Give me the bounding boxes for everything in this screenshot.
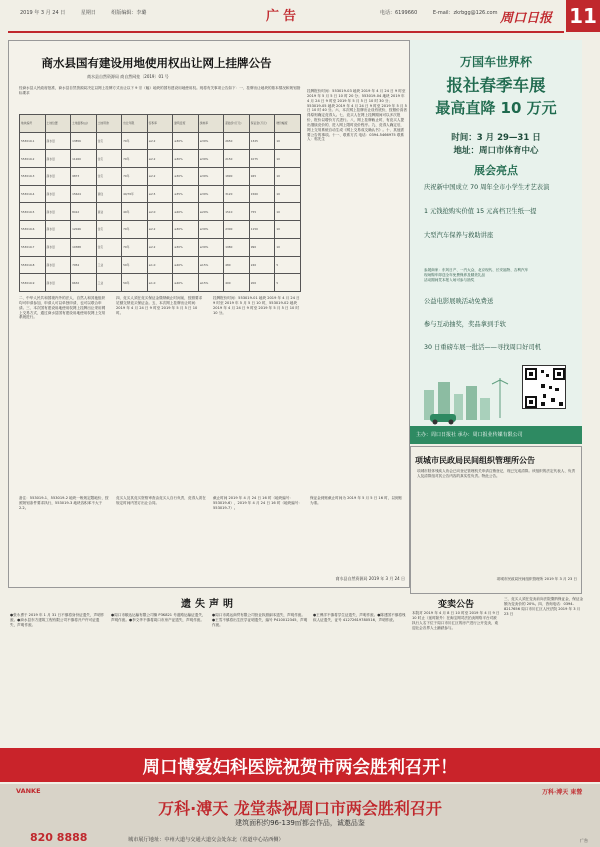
- table-header-row: [20, 115, 301, 133]
- header-editor: 组版编辑：李璐: [111, 10, 147, 16]
- table-cell: ≥30%: [198, 221, 224, 239]
- page-number: 11: [566, 0, 600, 32]
- table-cell: ≥40%: [173, 256, 199, 274]
- lost-column-1: ●张永勇于 2019 年 1 月 31 日不慎将身份证遗失，声明作废。●商水县东方建筑工程有限公司不慎将开户许可证遗失，声明作废。: [10, 613, 105, 627]
- table-cell: 商水县: [45, 185, 71, 203]
- table-header-cell: 保证金(万元): [249, 115, 275, 133]
- table-row: [20, 203, 301, 221]
- table-cell: 12046: [71, 221, 97, 239]
- table-cell: ≥1.0: [147, 256, 173, 274]
- table-cell: 1560: [249, 185, 275, 203]
- table-cell: 553019-3: [20, 168, 46, 186]
- table-cell: 1510: [224, 203, 250, 221]
- qr-code-icon: [522, 365, 566, 409]
- table-cell: 1150: [249, 221, 275, 239]
- vanke-logo-right: 万科·溥天 東營: [542, 789, 583, 796]
- ngo-body: 项城市肢体残疾人协会已向登记管理机关申请注销登记，现已完成清算。该组织的法定代表人、负责人及清算组对其公告内容的真实性负责。特此公告。: [417, 469, 576, 478]
- table-row: [20, 274, 301, 292]
- table-cell: 商水县: [45, 274, 71, 292]
- table-cell: ≥30%: [198, 185, 224, 203]
- table-header-cell: 绿地率: [198, 115, 224, 133]
- table-cell: 200: [249, 274, 275, 292]
- expo-list: [424, 268, 574, 283]
- vanke-subline: 建筑面积约96-139㎡都会作品，诚邀品鉴: [235, 819, 365, 827]
- expo-list-item: 参展商家：东风日产、一汽大众、北京现代、长安福特、吉利汽车: [424, 268, 529, 272]
- table-cell: 40/70年: [122, 185, 148, 203]
- table-cell: ≥30%: [198, 238, 224, 256]
- table-cell: 553019-1: [20, 132, 46, 150]
- table-cell: 990: [249, 238, 275, 256]
- table-row: [20, 256, 301, 274]
- table-cell: 553019-8: [20, 256, 46, 274]
- table-cell: 13856: [71, 132, 97, 150]
- table-cell: 553019-9: [20, 274, 46, 292]
- expo-title-1: 万国车世界杯: [459, 55, 532, 69]
- notice-subtitle: 商水县自然资源局 商自然网挂〔2019〕01 号: [87, 74, 169, 79]
- table-cell: 10: [275, 185, 301, 203]
- expo-time: 时间：3 月 29—31 日: [451, 133, 541, 143]
- table-cell: 商水县: [45, 150, 71, 168]
- page-header: [0, 0, 600, 34]
- table-row: [20, 238, 301, 256]
- lost-column-4: ●王博洋不慎将学生证遗失，声明作废。●陈建国不慎将残疾人证遗失，证号 41272619780516，声明作废。: [313, 613, 406, 622]
- table-cell: 2300: [224, 221, 250, 239]
- expo-organizer: 主办：周口日报社 承办：周口报业传媒有限公司: [416, 432, 523, 438]
- table-header-cell: 土地用途: [96, 115, 122, 133]
- table-cell: 5: [275, 256, 301, 274]
- ngo-notice: [410, 446, 582, 594]
- table-header-cell: 土地位置: [45, 115, 71, 133]
- expo-list-item: 活动期间凭本报入场可参与抽奖: [424, 277, 475, 282]
- sale-body-continued: 三、竞买人须在变卖前向法院缴纳保证金，保证金额为变卖价的 20%。四、咨询电话：0394-8217656 周口市川汇区人民法院 2019 年 3 月 23 日: [504, 597, 584, 616]
- vanke-address: 城市展厅地址：中州大道与交通大道交会处东北（省道中心站西侧）: [128, 837, 284, 843]
- bottom-column-4: 保证金到账截止时间为 2019 年 5 月 5 日 16 时，以到账为准。: [310, 496, 403, 505]
- table-cell: ≥30%: [198, 150, 224, 168]
- table-cell: ≤40%: [173, 203, 199, 221]
- bottom-column-1: 备注：553019-1、553019-2 地块一般规定限地价，按照规划条件要求执行，553019-3 地块容积率不大于 2.2。: [19, 496, 109, 510]
- section-label: 广告: [266, 9, 301, 24]
- table-cell: 50年: [122, 274, 148, 292]
- table-cell: 住宅: [96, 221, 122, 239]
- table-cell: 945: [249, 168, 275, 186]
- table-cell: 住宅: [96, 150, 122, 168]
- table-cell: ≤15%: [198, 274, 224, 292]
- vanke-ad: [0, 784, 600, 847]
- table-cell: 商水县: [45, 238, 71, 256]
- table-cell: 10: [275, 168, 301, 186]
- table-cell: 商住: [96, 185, 122, 203]
- header-email: E-mail：zkrbgg@126.com: [432, 10, 498, 16]
- table-row: [20, 185, 301, 203]
- table-header-cell: 容积率: [147, 115, 173, 133]
- gift-line-2: 参与互动抽奖，奖品拿到手软: [424, 321, 506, 328]
- table-cell: 商水县: [45, 256, 71, 274]
- table-cell: 553019-4: [20, 185, 46, 203]
- table-cell: 70年: [122, 168, 148, 186]
- ngo-sign: 项城市民政局民间组织管理所 2019 年 3 月 23 日: [496, 577, 577, 581]
- hospital-banner: [0, 748, 600, 782]
- car-expo-ad: [410, 40, 582, 444]
- table-cell: 70年: [122, 221, 148, 239]
- table-cell: 70年: [122, 238, 148, 256]
- table-cell: 10388: [71, 238, 97, 256]
- table-cell: ≤2.2: [147, 150, 173, 168]
- notice-title: 商水县国有建设用地使用权出让网上挂牌公告: [41, 56, 272, 70]
- table-cell: 10: [275, 150, 301, 168]
- parcel-table: [19, 114, 301, 292]
- lost-column-2: ●周口市顺达运输有限公司豫 P3K821 号道路运输证遗失，声明作废。●李文华不慎将周口市房产证遗失，声明作废。: [111, 613, 206, 622]
- table-cell: 70年: [122, 132, 148, 150]
- bottom-column-3: 截止时间 2019 年 4 月 24 日 16 时（地块编号：553019-6），2019 年 4 月 24 日 16 时（地块编号：553019-7）。: [213, 496, 303, 510]
- table-cell: 住宅: [96, 238, 122, 256]
- table-cell: 11260: [71, 150, 97, 168]
- table-cell: 工业: [96, 256, 122, 274]
- table-cell: ≥1.0: [147, 274, 173, 292]
- table-cell: 480: [224, 256, 250, 274]
- table-cell: ≤15%: [198, 256, 224, 274]
- vanke-logo: VANKE: [16, 787, 41, 795]
- table-cell: 1890: [224, 168, 250, 186]
- ad-badge: 广告: [580, 838, 588, 843]
- table-cell: 553019-2: [20, 150, 46, 168]
- table-cell: 8412: [71, 203, 97, 221]
- table-cell: ≤35%: [173, 185, 199, 203]
- expo-title-2: 报社春季车展: [446, 76, 546, 95]
- paper-logo: 周口日报: [500, 11, 553, 26]
- table-cell: ≤2.2: [147, 168, 173, 186]
- vanke-phone: 820 8888: [30, 831, 88, 844]
- table-row: [20, 132, 301, 150]
- table-cell: 1075: [249, 150, 275, 168]
- table-cell: 50年: [122, 256, 148, 274]
- notice-right-column: 挂牌报价时间：553019-03 地块 2019 年 4 月 24 日 9 时至 2019 年 5 月 5 日 10 时 20 分；553019-04 地块 2019 年 4 月 24 日 9 时至 2019 年 5 月 5 日 10 时 30 分；553019-05 地块 2019 年 4 月 24 日 9 时至 2019 年 5 月 5 日 10 时 40 分。六、本次网上挂牌出让设有底价，按照价高者得原则确定竞得人。七、竞买人在网上挂牌期间可以多次报价，报价以增价方式进行。八、网上挂牌截止时，有竞买人提出继续竞价的，进入网上限时竞价程序。九、竞得人确定后，网上交易系统自动生成《网上交易成交确认书》。十、其他需要公告的事项。十一、联系方式 电话：0394-5466975 联系人：郭先生: [307, 89, 407, 142]
- table-cell: 553019-7: [20, 238, 46, 256]
- table-cell: 住宅: [96, 168, 122, 186]
- table-row: [20, 150, 301, 168]
- header-date: 2019 年 3 月 24 日: [20, 10, 66, 16]
- table-cell: ≤2.2: [147, 132, 173, 150]
- table-cell: 商水县: [45, 221, 71, 239]
- table-cell: 1325: [249, 132, 275, 150]
- land-auction-notice: 商水县国有建设用地使用权出让网上挂牌公告 商水县自然资源局 商自然网挂〔2019〕01 号 经商水县人民政府批准，商水县自然资源局决定以网上挂牌方式出让以下 9 宗（幅）地块的国有建设用地使用权。现将有关事项公告如下：一、挂牌出让地块的基本情况和规划指标要求 地块编号 土地位置 土地面积(㎡) 土地用途 出让年限 容积率 建筑密度 绿地率 起始价(万元) 保证金(万元) 增价幅度 553019-1 商水县 13856 住宅 70年 ≤2.2 ≤30% ≥30% 2650 1325 10 553019-2 商水县 11260 住宅 70年 ≤2.2 ≤30% ≥30% 2150 1075 10 553019-3 商水县 9873 住宅 70年 ≤2.2 ≤30% ≥30% 1890 945 10 553019-4 商水县 15624 商住 40/70年 ≤2.5 ≤35% ≥30% 3120 1560 10 553019-5 商水县 8412 商业 40年 ≤2.0 ≤40% ≥20% 1510 755 10 553019-6 商水县 12046 住宅 70年 ≤2.2 ≤30% ≥30% 2300 1150 10 553019-7 商水县 10388 住宅 70年 ≤2.2 ≤30% ≥30% 1980 990 10 553019-8 商水县 7954 工业 50年 ≥1.0 ≥40% ≤15% 480 240 5 553019-9 商水县 6632 工业 50年 ≥1.0 ≥40% ≤15% 400 200 5 二、中华人民共和国境内外的法人、自然人和其他组织均可申请参加，申请人可以单独申请，也可以联合申请。三、本次国有建设用地使用权网上挂牌出让采用网上交易方式，通过商水县国有建设用地使用权网上交易系统进行。 四、竞买人须在竞买保证金缴纳截止时间前，按照要求足额交纳竞买保证金。五、本次网上挂牌出让时间：2019 年 4 月 24 日 9 时至 2019 年 5 月 5 日 10 时。 挂牌报价时间：553019-01 地块 2019 年 4 月 24 日 9 时至 2019 年 5 月 5 日 10 时，553019-02 地块 2019 年 4 月 24 日 9 时至 2019 年 5 月 5 日 10 时 10 分。 挂牌报价时间：553019-03 地块 2019 年 4 月 24 日 9 时至 2019 年 5 月 5 日 10 时 20 分；553019-04 地块 2019 年 4 月 24 日 9 时至 2019 年 5 月 5 日 10 时 30 分；553019-05 地块 2019 年 4 月 24 日 9 时至 2019 年 5 月 5 日 10 时 40 分。六、本次网上挂牌出让设有底价，按照价高者得原则确定竞得人。七、竞买人在网上挂牌期间可以多次报价，报价以增价方式进行。八、网上挂牌截止时，有竞买人提出继续竞价的，进入网上限时竞价程序。九、竞得人确定后，网上交易系统自动生成《网上交易成交确认书》。十、其他需要公告的事项。十一、联系方式 电话：0394-5466975 联系人：郭先生 备注：553019-1、553019-2 地块一般规定限地价，按照规划条件要求执行，553019-3 地块容积率不大于 2.2。 竞买人及其竞买资格审查由竞买人自行负责，竞得人须在规定时间内签订出让合同。 截止时间 2019 年 4 月 24 日 16 时（地块编号：553019-6），2019 年 4 月 24 日 16 时（地块编号：553019-7）。 保证金到账截止时间为 2019 年 5 月 5 日 16 时，以到账为准。 商水县自然资源局 2019 年 3 月 24 日: [8, 40, 410, 588]
- table-cell: 商业: [96, 203, 122, 221]
- sale-title: 变卖公告: [437, 600, 474, 610]
- table-cell: 2150: [224, 150, 250, 168]
- table-cell: 商水县: [45, 132, 71, 150]
- ngo-title: 项城市民政局民间组织管理所公告: [415, 456, 535, 465]
- expo-bottom-bar: [410, 426, 582, 444]
- table-row: [20, 168, 301, 186]
- table-cell: 商水县: [45, 203, 71, 221]
- gift-line-1: 公益电影展映活动免费送: [424, 298, 494, 305]
- lost-column-3: ●周口市鸿运商贸有限公司营业执照副本遗失，声明作废。●王雪不慎将出生医学证明遗失，编号 P410012345，声明作废。: [212, 613, 308, 627]
- table-cell: 553019-6: [20, 221, 46, 239]
- table-cell: ≥30%: [198, 132, 224, 150]
- table-cell: ≤2.5: [147, 185, 173, 203]
- table-header-cell: 建筑密度: [173, 115, 199, 133]
- highlight-line-3: 大型汽车保养与救助讲座: [424, 232, 494, 239]
- table-cell: 240: [249, 256, 275, 274]
- table-cell: 工业: [96, 274, 122, 292]
- header-left: [20, 9, 160, 16]
- table-row: [20, 221, 301, 239]
- table-cell: 10: [275, 221, 301, 239]
- expo-highlight-title: 展会亮点: [474, 164, 518, 177]
- bottom-column-2: 竞买人及其竞买资格审查由竞买人自行负责，竞得人须在规定时间内签订出让合同。: [116, 496, 206, 505]
- table-cell: ≤30%: [173, 238, 199, 256]
- table-cell: ≤30%: [173, 168, 199, 186]
- header-rule: [8, 31, 564, 33]
- table-cell: ≥40%: [173, 274, 199, 292]
- table-cell: 10: [275, 203, 301, 221]
- table-cell: 553019-5: [20, 203, 46, 221]
- table-cell: 40年: [122, 203, 148, 221]
- table-cell: 5: [275, 274, 301, 292]
- highlight-line-2: 1 元钱抢购实价值 15 元高档卫生纸一提: [424, 208, 537, 215]
- hospital-banner-text: 周口博爱妇科医院祝贺市两会胜利召开！: [142, 758, 458, 778]
- lost-statements: [8, 595, 410, 744]
- table-cell: ≤2.0: [147, 203, 173, 221]
- header-weekday: 星期日: [80, 10, 96, 16]
- table-cell: 住宅: [96, 132, 122, 150]
- table-header-cell: 增价幅度: [275, 115, 301, 133]
- vanke-headline: 万科·溥天 龙堂恭祝周口市两会胜利召开: [158, 799, 442, 818]
- notice-intro: 经商水县人民政府批准，商水县自然资源局决定以网上挂牌方式出让以下 9 宗（幅）地块的国有建设用地使用权。现将有关事项公告如下：一、挂牌出让地块的基本情况和规划指标要求: [19, 86, 301, 95]
- table-header-cell: 出让年限: [122, 115, 148, 133]
- table-header-cell: 起始价(万元): [224, 115, 250, 133]
- table-cell: 6632: [71, 274, 97, 292]
- table-cell: 商水县: [45, 168, 71, 186]
- table-cell: ≥20%: [198, 203, 224, 221]
- gift-line-3: 30 日重磅车展一批活——寻找周口好司机: [424, 344, 542, 351]
- table-header-cell: 土地面积(㎡): [71, 115, 97, 133]
- lost-title: 遗失声明: [181, 599, 237, 610]
- table-cell: 7954: [71, 256, 97, 274]
- sale-notice: [410, 597, 502, 744]
- table-cell: ≤30%: [173, 132, 199, 150]
- table-cell: ≤30%: [173, 221, 199, 239]
- expo-venue: 地址：周口市体育中心: [453, 146, 539, 156]
- table-cell: 9873: [71, 168, 97, 186]
- table-cell: 400: [224, 274, 250, 292]
- header-phone: 电话：6199660: [380, 10, 418, 16]
- table-cell: 15624: [71, 185, 97, 203]
- city-illustration-icon: [420, 370, 516, 426]
- table-cell: ≤30%: [173, 150, 199, 168]
- table-cell: 755: [249, 203, 275, 221]
- highlight-line-1: 庆祝新中国成立 70 周年全市小学生才艺表演: [424, 184, 550, 191]
- header-right: [380, 9, 511, 16]
- table-cell: 70年: [122, 150, 148, 168]
- table-cell: 1980: [224, 238, 250, 256]
- sale-body: 本院对 2019 年 4 月 8 日 10 时至 2019 年 4 月 9 日 10 时止（延时除外）在淘宝网司法拍卖网络平台对被执行人名下位于周口市川汇区的房产进行公开变卖，欢迎社会各界人士踊跃参与。: [412, 611, 500, 630]
- table-cell: ≤2.2: [147, 238, 173, 256]
- table-header-cell: 地块编号: [20, 115, 46, 133]
- notice-signer: 商水县自然资源局 2019 年 3 月 24 日: [335, 576, 405, 581]
- expo-list-item: 现场购车即送全年免费保养及精美礼品: [424, 272, 486, 277]
- table-cell: 2650: [224, 132, 250, 150]
- table-cell: ≤2.2: [147, 221, 173, 239]
- table-cell: 10: [275, 238, 301, 256]
- expo-title-3: 最高直降 10 万元: [435, 99, 557, 117]
- table-cell: ≥30%: [198, 168, 224, 186]
- table-cell: 3120: [224, 185, 250, 203]
- table-cell: 10: [275, 132, 301, 150]
